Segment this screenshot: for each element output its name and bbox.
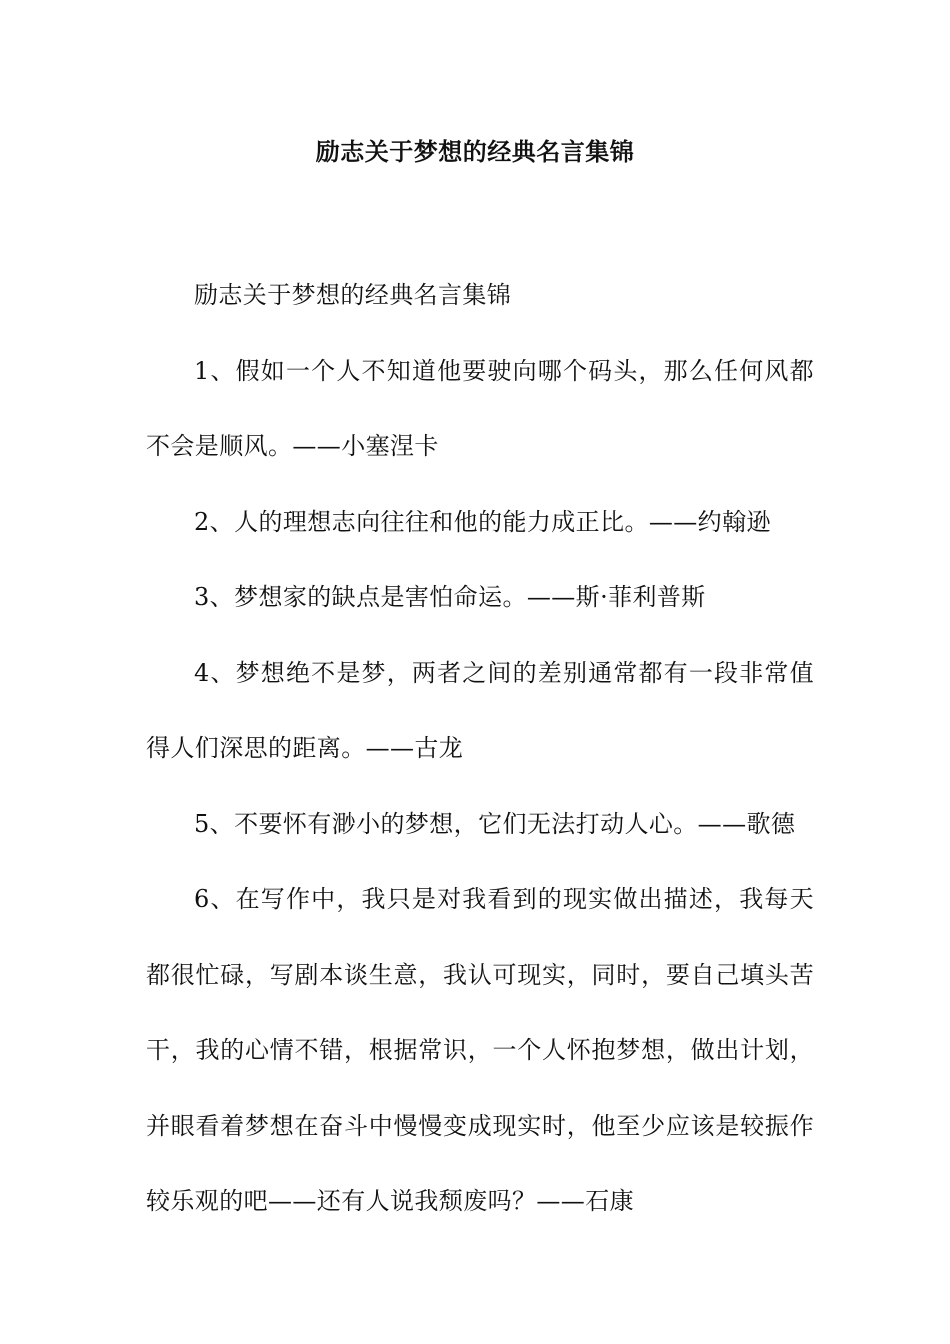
quote-item-6: 6、在写作中，我只是对我看到的现实做出描述，我每天都很忙碌，写剧本谈生意，我认可现实，同时，要自己填头苦干，我的心情不错，根据常识，一个人怀抱梦想，做出计划，并眼看着梦想在奋斗中慢慢变成现实时，他至少应该是较振作较乐观的吧——还有人说我颓废吗？——石康: [146, 885, 814, 1215]
document-title: 励志关于梦想的经典名言集锦: [315, 137, 635, 166]
paragraph-heading: 励志关于梦想的经典名言集锦: [194, 281, 512, 309]
quote-item-4: 4、梦想绝不是梦，两者之间的差别通常都有一段非常值得人们深思的距离。——古龙: [146, 658, 814, 762]
quote-item-2: 2、人的理想志向往往和他的能力成正比。——约翰逊: [194, 507, 771, 536]
document-body: [146, 258, 814, 1240]
quote-item-3: 3、梦想家的缺点是害怕命运。——斯·菲利普斯: [194, 583, 706, 611]
quote-item-1: 1、假如一个人不知道他要驶向哪个码头，那么任何风都不会是顺风。——小塞涅卡: [146, 356, 814, 460]
quote-item-5: 5、不要怀有渺小的梦想，它们无法打动人心。——歌德: [194, 809, 796, 838]
